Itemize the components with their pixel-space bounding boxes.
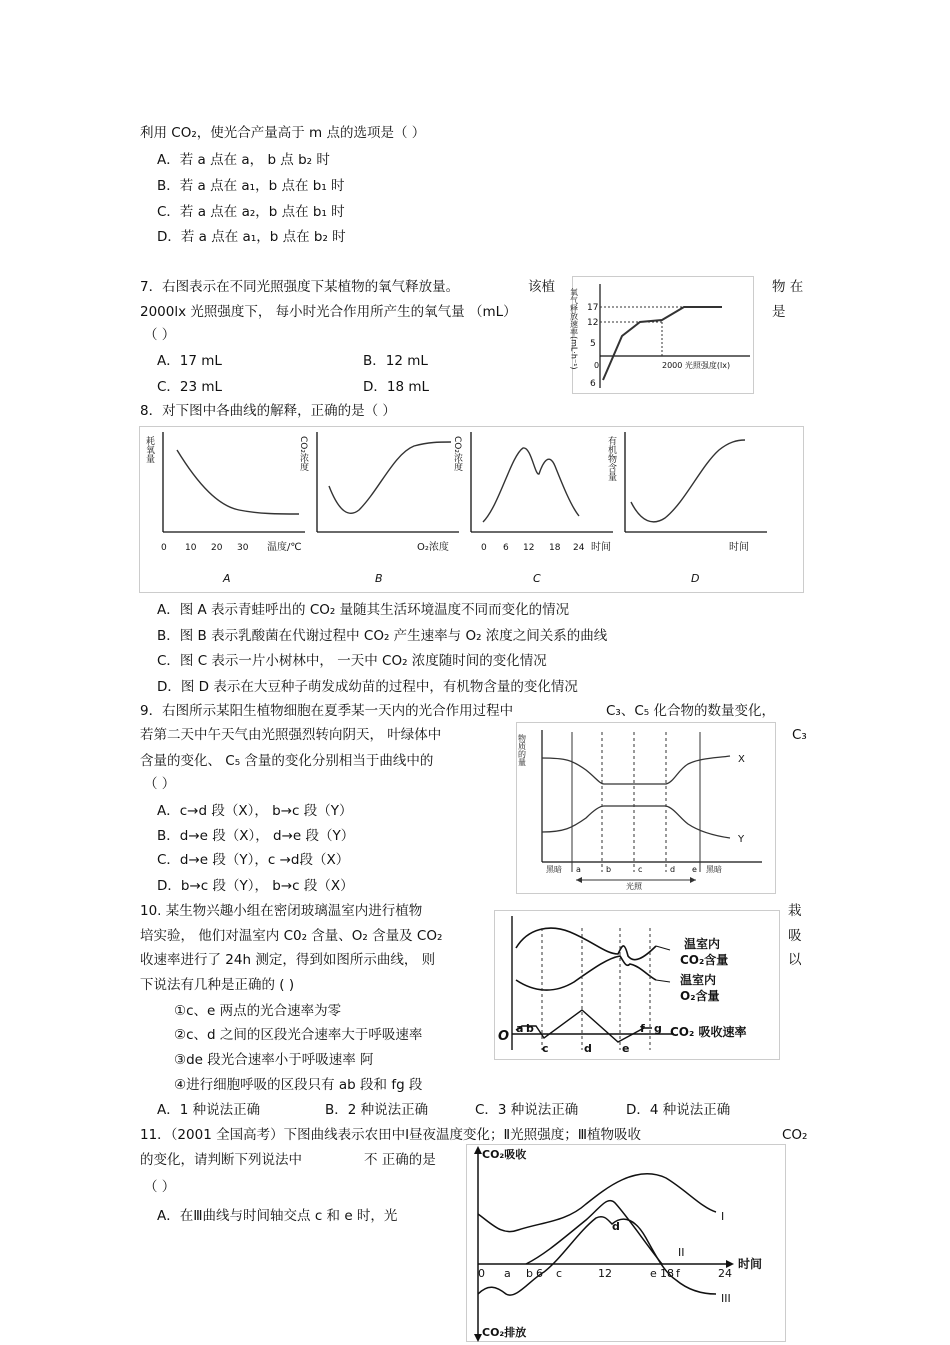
q8-panel-b [298,432,459,585]
svg-text:24: 24 [718,1267,732,1280]
q8-four-panel-figure [139,426,804,593]
q8-a-caption: A [223,572,231,585]
q10-stem-line2-right: 吸 [788,928,802,944]
q7-stem-line2: 2000lx 光照强度下， 每小时光合作用所产生的氧气量 （mL） [140,304,517,320]
q11-bottom-label: CO₂排放 [482,1326,527,1339]
svg-text:a: a [516,1022,524,1035]
q6-option-c[interactable]: C．若 a 点在 a₂，b 点在 b₁ 时 [157,204,345,220]
svg-text:6: 6 [536,1267,543,1280]
q9-y-axis-label: 物质的量 [517,734,527,766]
q10-origin: O [498,1029,510,1044]
q7-origin: 0 [594,361,600,370]
q7-x-axis-label: 2000 光照强度(lx) [662,361,731,370]
q8-panel-d [606,432,767,585]
q7-tick-12: 12 [587,318,599,328]
q6-intro: 利用 CO₂，使光合产量高于 m 点的选项是（ ） [140,125,426,141]
q11-point-d: d [612,1220,620,1233]
q7-tick-5: 5 [590,339,596,349]
svg-text:12: 12 [598,1267,612,1280]
q8-d-y-label: 有机物含量 [606,436,616,481]
q8-panel-c [452,432,613,585]
q7-option-d[interactable]: D．18 mL [363,379,430,395]
q11-stem-line1-right: CO₂ [782,1127,808,1143]
q8-option-d[interactable]: D．图 D 表示在大豆种子萌发成幼苗的过程中，有机物含量的变化情况 [157,679,578,695]
q8-a-x-label: 温度/℃ [267,542,302,553]
q8-b-x-label: O₂浓度 [417,542,449,553]
svg-text:e: e [650,1267,657,1280]
q10-option-b[interactable]: B．2 种说法正确 [325,1102,429,1118]
q10-statement-1: ①c、e 两点的光合速率为零 [174,1003,342,1019]
q7-stem-line2-right: 是 [772,304,786,320]
q6-option-b[interactable]: B．若 a 点在 a₁，b 点在 b₁ 时 [157,178,345,194]
svg-text:c: c [556,1267,563,1280]
q9-stem-line1-right: C₃、C₅ 化合物的数量变化， [606,703,775,719]
q11-stem-line1: 11．（2001 全国高考）下图曲线表示农田中Ⅰ昼夜温度变化；Ⅱ光照强度；Ⅲ植物吸收 [140,1127,642,1143]
svg-text:0: 0 [481,543,487,553]
q9-curve-y-label: Y [738,834,745,845]
q8-b-y-label: CO₂浓度 [298,436,308,471]
q10-option-a[interactable]: A．1 种说法正确 [157,1102,261,1118]
q10-co2-label-line2: CO₂含量 [680,953,729,967]
svg-text:0: 0 [478,1267,485,1280]
q7-y-axis-label: 氧气释放速率(mL·h⁻¹) [569,288,579,370]
q8-c-x-label: 时间 [591,542,611,553]
q8-c-y-label: CO₂浓度 [452,436,462,471]
svg-text:18: 18 [549,543,561,553]
svg-text:d: d [670,865,676,874]
svg-text:b: b [526,1267,533,1280]
q10-stem-line1: 10. 某生物兴趣小组在密闭玻璃温室内进行植物 [140,903,423,919]
q8-b-caption: B [375,572,383,585]
q7-stem-line1: 7．右图表示在不同光照强度下某植物的氧气释放量。 [140,279,460,295]
q10-o2-label-line2: O₂含量 [680,989,720,1003]
q11-answer-paren: （ ） [144,1179,176,1195]
q11-field-graph [466,1144,786,1342]
q10-option-d[interactable]: D．4 种说法正确 [626,1102,731,1118]
svg-text:12: 12 [523,543,535,553]
q9-stem-line2-right: C₃ [792,727,807,743]
q10-o2-label-line1: 温室内 [680,973,717,987]
svg-text:24: 24 [573,543,585,553]
svg-text:c: c [638,865,643,874]
q9-stem-line1: 9．右图所示某阳生植物细胞在夏季某一天内的光合作用过程中 [140,703,514,719]
q6-option-a[interactable]: A．若 a 点在 a， b 点 b₂ 时 [157,152,330,168]
q8-stem: 8．对下图中各曲线的解释，正确的是（ ） [140,403,396,419]
q7-tick-17: 17 [587,303,599,313]
svg-text:c: c [542,1042,549,1055]
q10-statement-4: ④进行细胞呼吸的区段只有 ab 段和 fg 段 [174,1077,423,1093]
q7-answer-paren: （ ） [144,327,176,343]
q9-curve-x-label: X [738,754,745,765]
q7-option-b[interactable]: B．12 mL [363,353,428,369]
svg-text:f: f [676,1267,680,1280]
q10-stem-line2: 培实验， 他们对温室内 C0₂ 含量、O₂ 含量及 CO₂ [140,928,443,944]
svg-text:a: a [504,1267,511,1280]
q9-c3-c5-graph [516,722,776,894]
q11-stem-line2-tail: 不 正确的是 [364,1152,436,1168]
q9-option-a[interactable]: A．c→d 段（X）， b→c 段（Y） [157,803,353,819]
q7-stem-line1-tail: 该植 [528,279,555,295]
svg-text:6: 6 [503,543,509,553]
q8-c-caption: C [533,572,541,585]
svg-text:a: a [576,865,581,874]
q6-option-d[interactable]: D．若 a 点在 a₁，b 点在 b₂ 时 [157,229,346,245]
q9-option-b[interactable]: B．d→e 段（X）， d→e 段（Y） [157,828,355,844]
q9-option-d[interactable]: D．b→c 段（Y）， b→c 段（X） [157,878,354,894]
q9-stem-line2: 若第二天中午天气由光照强烈转向阴天， 叶绿体中 [140,727,442,743]
q10-statement-2: ②c、d 之间的区段光合速率大于呼吸速率 [174,1027,423,1043]
q8-option-c[interactable]: C．图 C 表示一片小树林中， 一天中 CO₂ 浓度随时间的变化情况 [157,653,547,669]
q8-panel-a [144,432,305,585]
q11-x-axis-label: 时间 [738,1257,763,1271]
q9-answer-paren: （ ） [144,776,176,792]
q10-rate-label: CO₂ 吸收速率 [670,1025,747,1039]
q7-tick-6: 6 [590,379,596,389]
svg-text:20: 20 [211,543,223,553]
q8-d-x-label: 时间 [729,542,749,553]
q9-light-label: 光照 [626,882,642,891]
q10-statement-3: ③de 段光合速率小于呼吸速率 阿 [174,1052,374,1068]
q7-stem-line1-right: 物 在 [772,279,804,295]
q8-option-b[interactable]: B．图 B 表示乳酸菌在代谢过程中 CO₂ 产生速率与 O₂ 浓度之间关系的曲线 [157,628,608,644]
q9-stem-line3: 含量的变化、 C₅ 含量的变化分别相当于曲线中的 [140,753,434,769]
q7-oxygen-graph [569,276,754,394]
q10-stem-line1-right: 栽 [788,903,802,919]
svg-text:f: f [640,1022,645,1035]
q10-stem-line3-right: 以 [788,952,802,968]
q11-option-a[interactable]: A．在Ⅲ曲线与时间轴交点 c 和 e 时，光 [157,1208,398,1224]
svg-text:e: e [622,1042,630,1055]
q7-option-c[interactable]: C．23 mL [157,379,223,395]
q10-option-c[interactable]: C．3 种说法正确 [475,1102,579,1118]
svg-text:10: 10 [185,543,197,553]
svg-text:g: g [654,1022,662,1035]
q9-option-c[interactable]: C．d→e 段（Y），c →d段（X） [157,852,350,868]
svg-text:30: 30 [237,543,249,553]
q10-greenhouse-graph [494,910,780,1060]
q11-curve-2-label: II [678,1246,685,1259]
svg-text:e: e [692,865,697,874]
svg-text:d: d [584,1042,592,1055]
q11-stem-line2: 的变化，请判断下列说法中 [140,1152,302,1168]
svg-text:0: 0 [161,543,167,553]
q11-curve-1-label: I [721,1210,725,1223]
svg-text:18: 18 [660,1267,674,1280]
q10-stem-line4: 下说法有几种是正确的 ( ) [140,977,295,993]
svg-text:b: b [526,1022,534,1035]
svg-text:黑暗: 黑暗 [706,865,722,874]
q8-d-caption: D [691,572,700,585]
q10-stem-line3: 收速率进行了 24h 测定，得到如图所示曲线， 则 [140,952,436,968]
svg-text:黑暗: 黑暗 [546,865,562,874]
q11-top-label: CO₂吸收 [482,1148,527,1161]
svg-text:b: b [606,865,612,874]
q7-option-a[interactable]: A．17 mL [157,353,222,369]
q10-co2-label-line1: 温室内 [684,937,721,951]
q8-a-y-label: 耗氧量 [144,436,154,463]
q8-option-a[interactable]: A．图 A 表示青蛙呼出的 CO₂ 量随其生活环境温度不同而变化的情况 [157,602,570,618]
q11-curve-3-label: III [721,1292,731,1305]
